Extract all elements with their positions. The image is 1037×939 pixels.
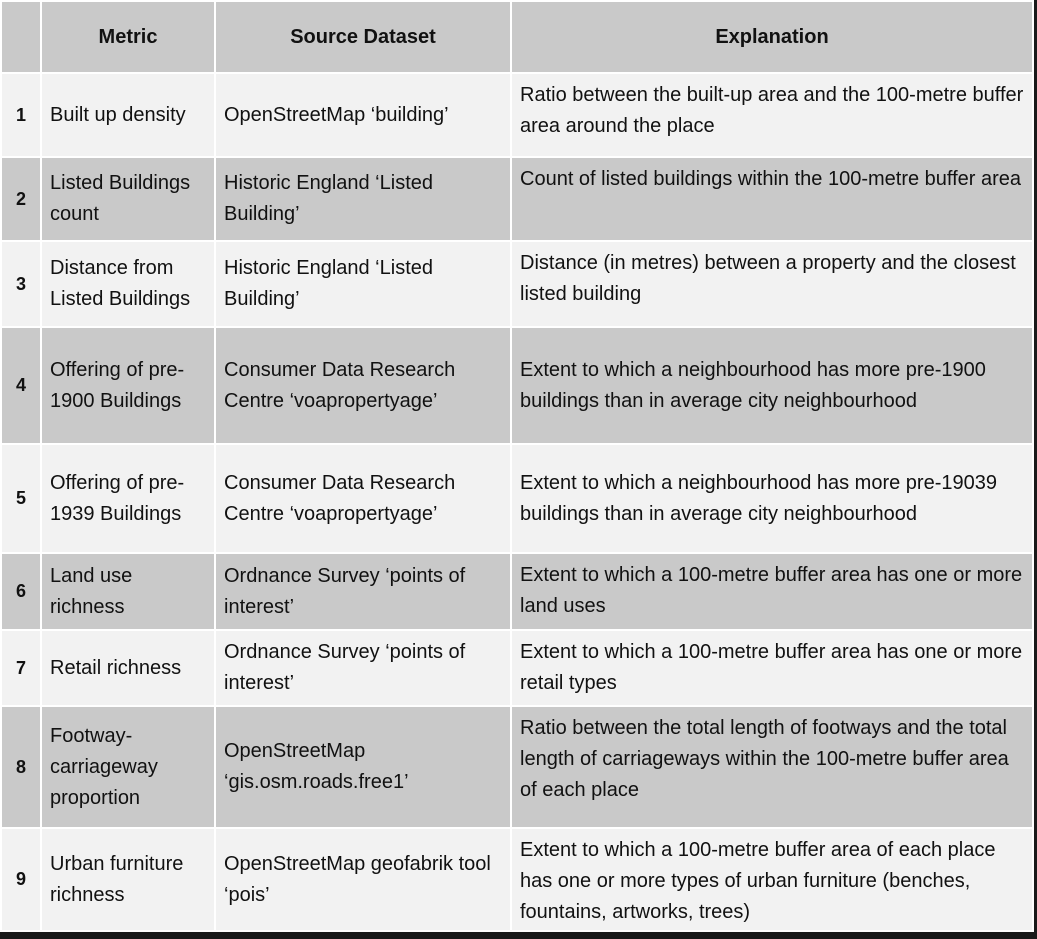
table-row (1, 630, 1033, 706)
source-cell: Ordnance Survey ‘points of interest’ (215, 630, 511, 706)
explanation-cell: Distance (in metres) between a property and the closest listed building (511, 241, 1033, 327)
header-metric: Metric (41, 1, 215, 73)
source-cell: Historic England ‘Listed Building’ (215, 241, 511, 327)
metric-cell: Footway-carriageway proportion (41, 706, 215, 828)
explanation-cell: Ratio between the built-up area and the 100-metre buffer area around the place (511, 73, 1033, 157)
table-row (1, 157, 1033, 241)
header-source-dataset: Source Dataset (215, 1, 511, 73)
header-explanation: Explanation (511, 1, 1033, 73)
metric-cell: Offering of pre-1900 Buildings (41, 327, 215, 444)
source-cell: OpenStreetMap geofabrik tool ‘pois’ (215, 828, 511, 931)
explanation-cell: Count of listed buildings within the 100-metre buffer area (511, 157, 1033, 241)
explanation-cell: Extent to which a neighbourhood has more pre-1900 buildings than in average city neighbourhood (511, 327, 1033, 444)
metric-cell: Offering of pre-1939 Buildings (41, 444, 215, 553)
explanation-cell: Extent to which a neighbourhood has more pre-19039 buildings than in average city neighbourhood (511, 444, 1033, 553)
metric-cell: Listed Buildings count (41, 157, 215, 241)
table-row (1, 553, 1033, 630)
row-number: 2 (1, 157, 41, 241)
table-row (1, 444, 1033, 553)
explanation-cell: Extent to which a 100-metre buffer area of each place has one or more types of urban furniture (benches, fountains, artworks, trees) (511, 828, 1033, 931)
table-row (1, 241, 1033, 327)
table-header-row (1, 1, 1033, 73)
metric-cell: Retail richness (41, 630, 215, 706)
row-number: 9 (1, 828, 41, 931)
row-number: 1 (1, 73, 41, 157)
source-cell: OpenStreetMap ‘building’ (215, 73, 511, 157)
row-number: 7 (1, 630, 41, 706)
row-number: 8 (1, 706, 41, 828)
source-cell: OpenStreetMap ‘gis.osm.roads.free1’ (215, 706, 511, 828)
explanation-cell: Extent to which a 100-metre buffer area has one or more land uses (511, 553, 1033, 630)
source-cell: Historic England ‘Listed Building’ (215, 157, 511, 241)
explanation-cell: Ratio between the total length of footways and the total length of carriageways within the 100-metre buffer area of each place (511, 706, 1033, 828)
header-number (1, 1, 41, 73)
source-cell: Ordnance Survey ‘points of interest’ (215, 553, 511, 630)
metric-cell: Built up density (41, 73, 215, 157)
explanation-cell: Extent to which a 100-metre buffer area has one or more retail types (511, 630, 1033, 706)
metric-cell: Urban furniture richness (41, 828, 215, 931)
table-row (1, 828, 1033, 931)
table-row (1, 706, 1033, 828)
table-row (1, 327, 1033, 444)
source-cell: Consumer Data Research Centre ‘voapropertyage’ (215, 327, 511, 444)
row-number: 4 (1, 327, 41, 444)
row-number: 6 (1, 553, 41, 630)
row-number: 3 (1, 241, 41, 327)
table-row (1, 73, 1033, 157)
source-cell: Consumer Data Research Centre ‘voapropertyage’ (215, 444, 511, 553)
metric-cell: Land use richness (41, 553, 215, 630)
metric-cell: Distance from Listed Buildings (41, 241, 215, 327)
row-number: 5 (1, 444, 41, 553)
